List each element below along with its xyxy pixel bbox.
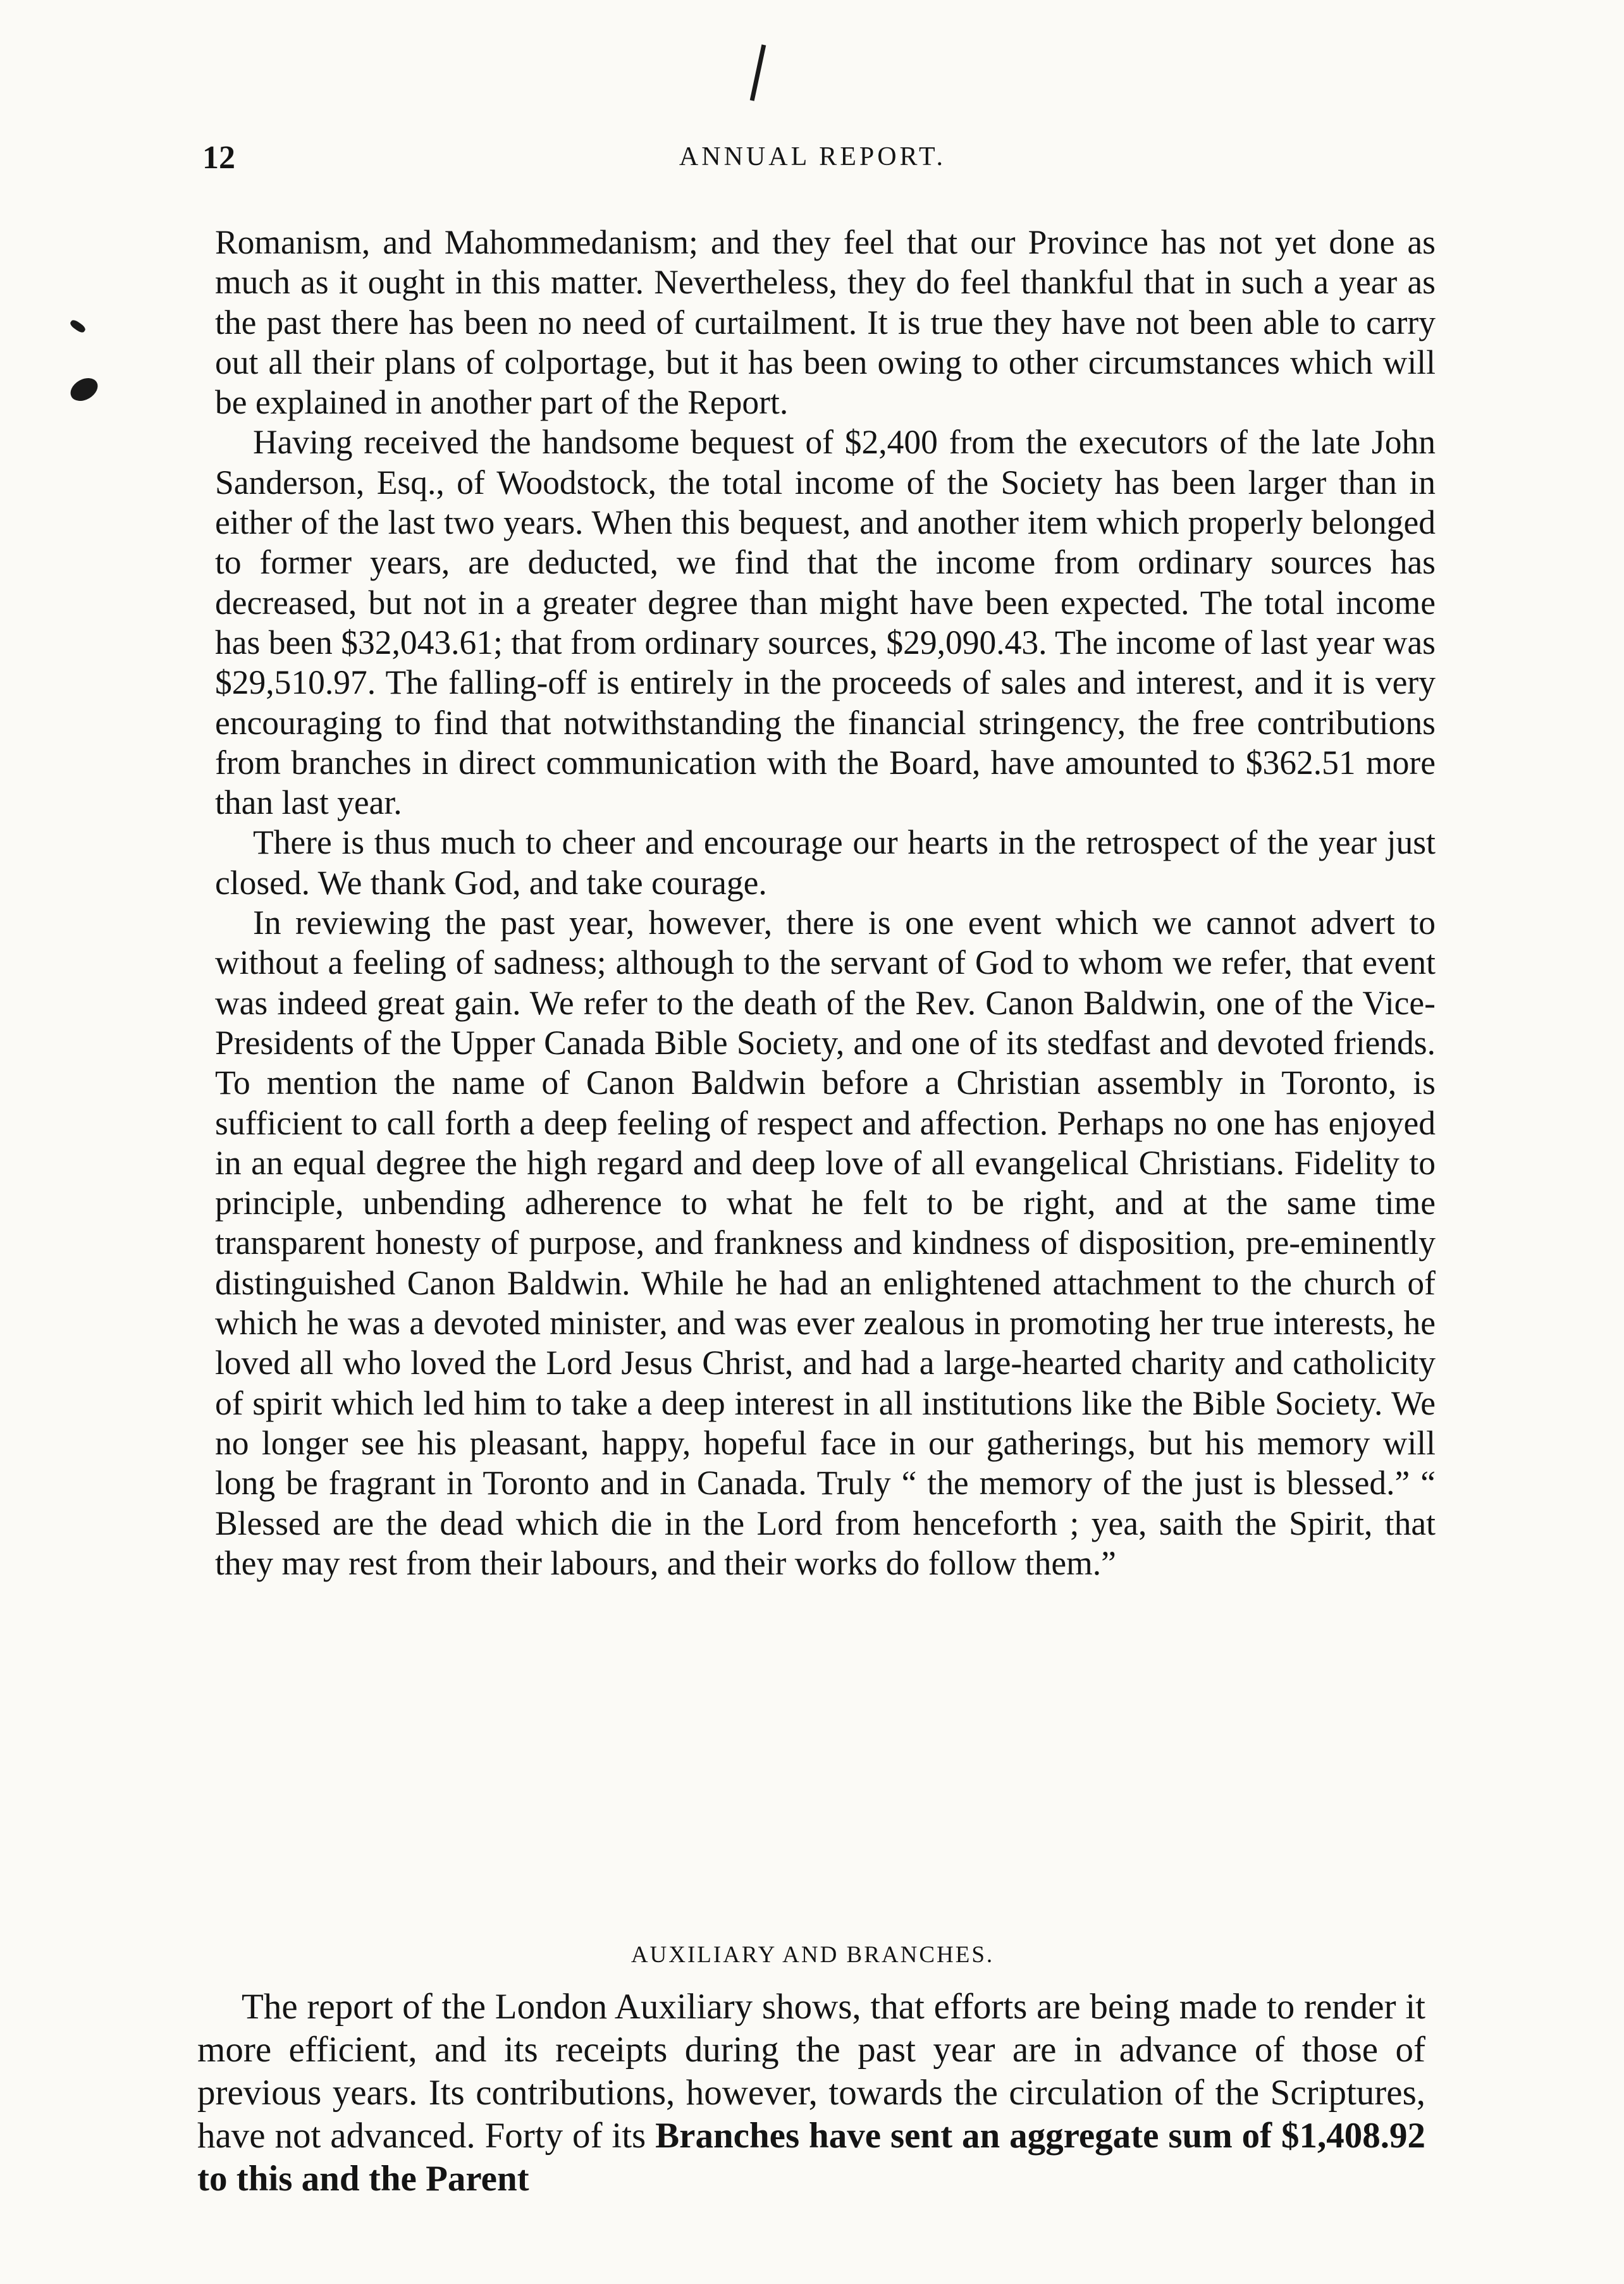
- ink-mark: [750, 44, 766, 101]
- paragraph: In reviewing the past year, however, there is one event which we cannot advert to without a feeling of sadness; although to the servant of God to whom we refer, that event was indeed great gain. We refer to the death of the Rev. Canon Baldwin, one of the Vice-Presidents of the Upper Canada Bible Society, and one of its stedfast and devoted friends. To mention the name of Canon Baldwin before a Christian assembly in Toronto, is sufficient to call forth a deep feeling of respect and affection. Perhaps no one has enjoyed in an equal degree the high regard and deep love of all evangelical Christians. Fidelity to principle, unbending adherence to what he felt to be right, and at the same time transparent honesty of purpose, and frankness and kindness of disposition, pre-eminently distinguished Canon Baldwin. While he had an enlightened attachment to the church of which he was a devoted minister, and was ever zealous in promoting her true interests, he loved all who loved the Lord Jesus Christ, and had a large-hearted charity and catholicity of spirit which led him to take a deep interest in all institutions like the Bible Society. We no longer see his pleasant, happy, hopeful face in our gatherings, but his memory will long be fragrant in Toronto and in Canada. Truly “ the memory of the just is blessed.” “ Blessed are the dead which die in the Lord from henceforth ; yea, saith the Spirit, that they may rest from their labours, and their works do follow them.”: [215, 904, 1436, 1582]
- ink-mark: [69, 319, 87, 335]
- body-text: [215, 223, 1436, 1583]
- section-body: [197, 1986, 1425, 2201]
- paragraph: Having received the handsome bequest of $2,400 from the executors of the late John Sanderson, Esq., of Woodstock, the total income of the Society has been larger than in either of the last two years. When this bequest, and another item which properly belonged to former years, are deducted, we find that the income from ordinary sources has decreased, but not in a greater degree than might have been expected. The total income has been $32,043.61; that from ordinary sources, $29,090.43. The income of last year was $29,510.97. The falling-off is entirely in the proceeds of sales and interest, and it is very encouraging to find that notwithstanding the financial stringency, the free contributions from branches in direct communication with the Board, have amounted to $362.51 more than last year.: [215, 423, 1436, 822]
- running-head: ANNUAL REPORT.: [679, 142, 947, 171]
- paragraph: There is thus much to cheer and encourage our hearts in the retrospect of the year just closed. We thank God, and take courage.: [215, 823, 1436, 902]
- paragraph: Romanism, and Mahommedanism; and they feel that our Province has not yet done as much as it ought in this matter. Nevertheless, they do feel thankful that in such a year as the past there has been no need of curtailment. It is true they have not been able to carry out all their plans of colportage, but it has been owing to other circumstances which will be explained in another part of the Report.: [215, 223, 1436, 422]
- paragraph-last-line: Branches have sent an aggregate sum of $1,408.92 to this and the Parent: [197, 2116, 1425, 2199]
- page-header: [202, 139, 1423, 190]
- paragraph: [197, 1986, 1425, 2201]
- ink-blot: [66, 374, 102, 406]
- section-heading: AUXILIARY AND BRANCHES.: [631, 1942, 995, 1968]
- paragraph-text: The report of the London Auxiliary shows, that efforts are being made to render it more efficient, and its receipts during the past year are in advance of those of previous years. Its contributions, however, towards the circulation of the Scriptures, have not advanced. Forty of its: [197, 1987, 1425, 2156]
- page-number: 12: [202, 140, 235, 176]
